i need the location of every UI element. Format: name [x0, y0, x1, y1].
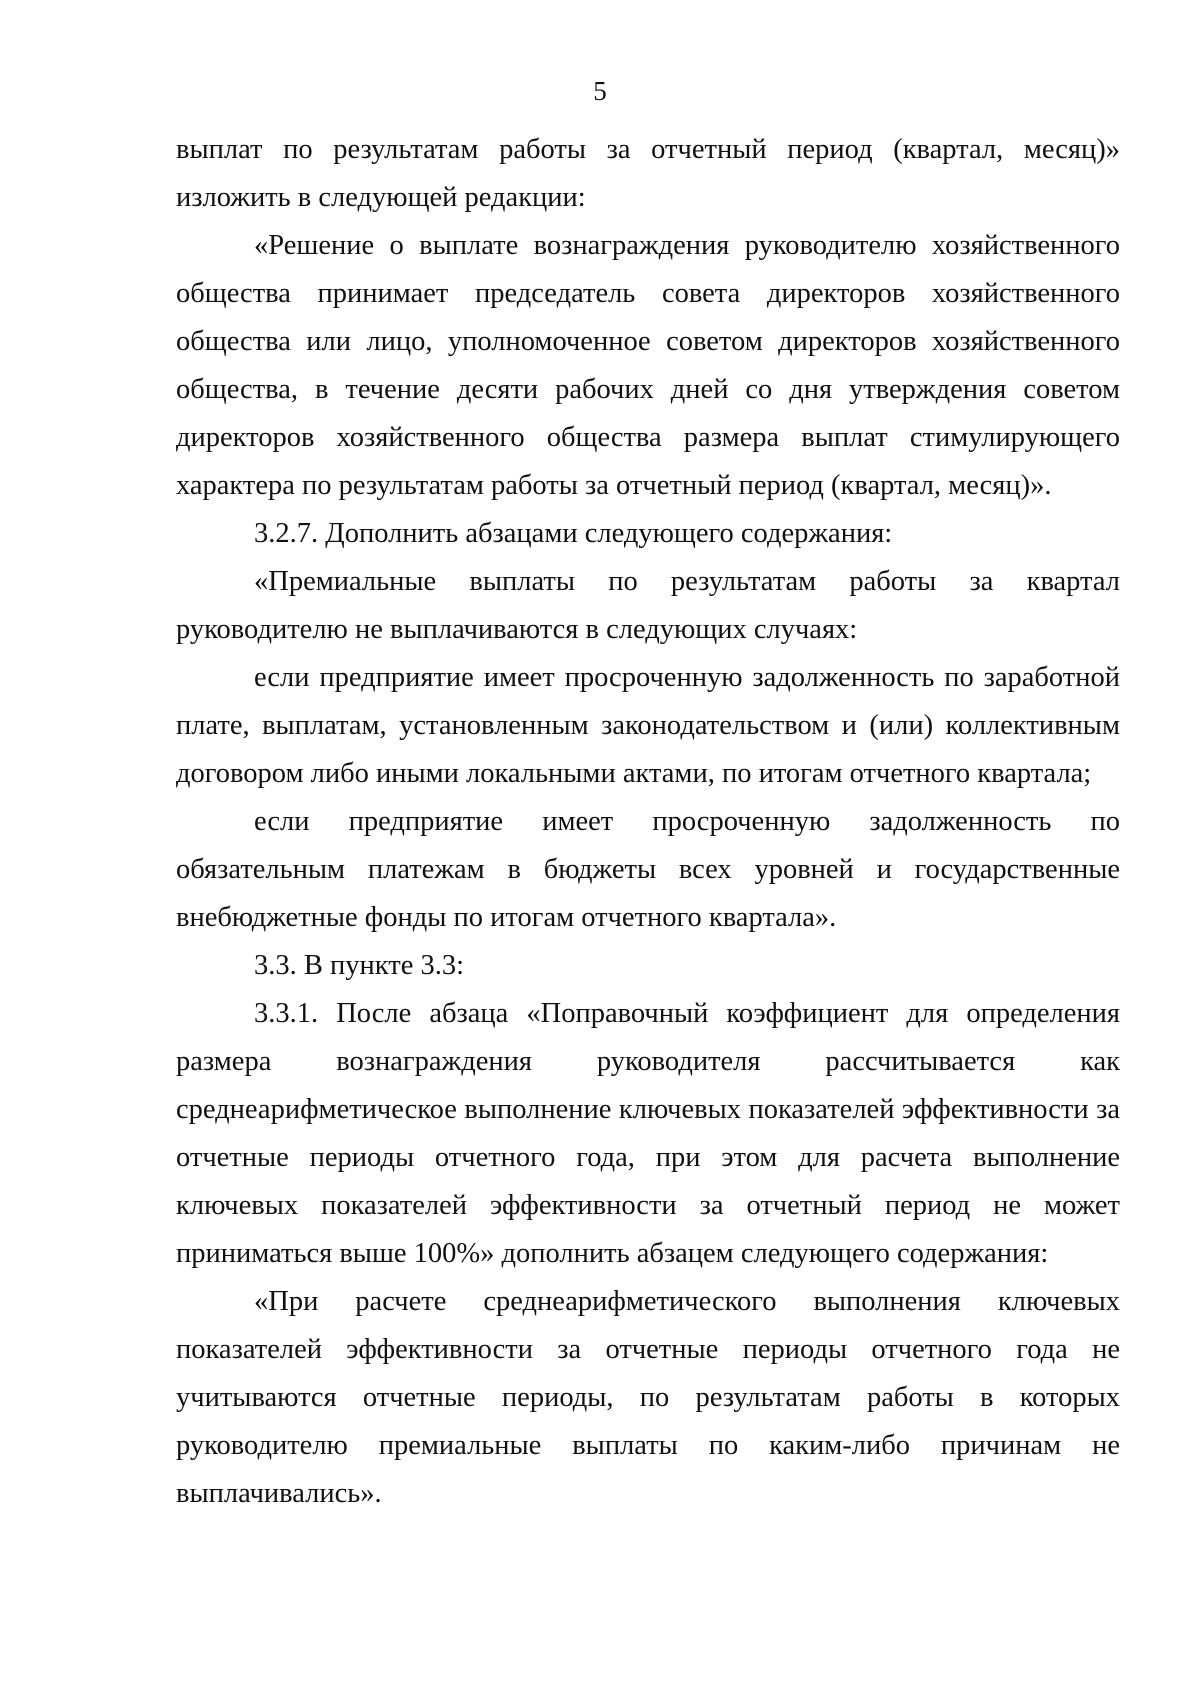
- paragraph-calculation-quote: «При расчете среднеарифметического выполнения ключевых показателей эффективности за отчетные периоды отчетного года не учитываются отчетные периоды, по результатам работы в которых руководителю премиальные выплаты по каким-либо причинам не выплачивались».: [176, 1286, 1120, 1509]
- paragraph-case-payments: если предприятие имеет просроченную задолженность по обязательным платежам в бюджеты всех уровней и государственные внебюджетные фонды по итогам отчетного квартала».: [176, 806, 1120, 933]
- page-number: 5: [593, 76, 607, 106]
- paragraph-3-2-7: 3.2.7. Дополнить абзацами следующего содержания:: [254, 518, 893, 549]
- paragraph-bonus-quote: «Премиальные выплаты по результатам работы за квартал руководителю не выплачиваются в следующих случаях:: [176, 566, 1120, 645]
- paragraph-decision-quote: «Решение о выплате вознаграждения руководителю хозяйственного общества принимает председатель совета директоров хозяйственного общества или лицо, уполномоченное советом директоров хозяйственного общества, в течение десяти рабочих дней со дня утверждения советом директоров хозяйственного общества размера выплат стимулирующего характера по результатам работы за отчетный период (квартал, месяц)».: [176, 230, 1120, 501]
- paragraph-3-3-1: 3.3.1. После абзаца «Поправочный коэффициент для определения размера вознаграждения руководителя рассчитывается как среднеарифметическое выполнение ключевых показателей эффективности за отчетные периоды отчетного года, при этом для расчета выполнение ключевых показателей эффективности за отчетный период не может приниматься выше 100%» дополнить абзацем следующего содержания:: [176, 998, 1120, 1269]
- paragraph-continuation: выплат по результатам работы за отчетный период (квартал, месяц)» изложить в следующей редакции:: [176, 134, 1120, 213]
- document-body: [176, 126, 1120, 1518]
- paragraph-3-3: 3.3. В пункте 3.3:: [254, 950, 465, 981]
- paragraph-case-wages: если предприятие имеет просроченную задолженность по заработной плате, выплатам, установленным законодательством и (или) коллективным договором либо иными локальными актами, по итогам отчетного квартала;: [176, 662, 1120, 789]
